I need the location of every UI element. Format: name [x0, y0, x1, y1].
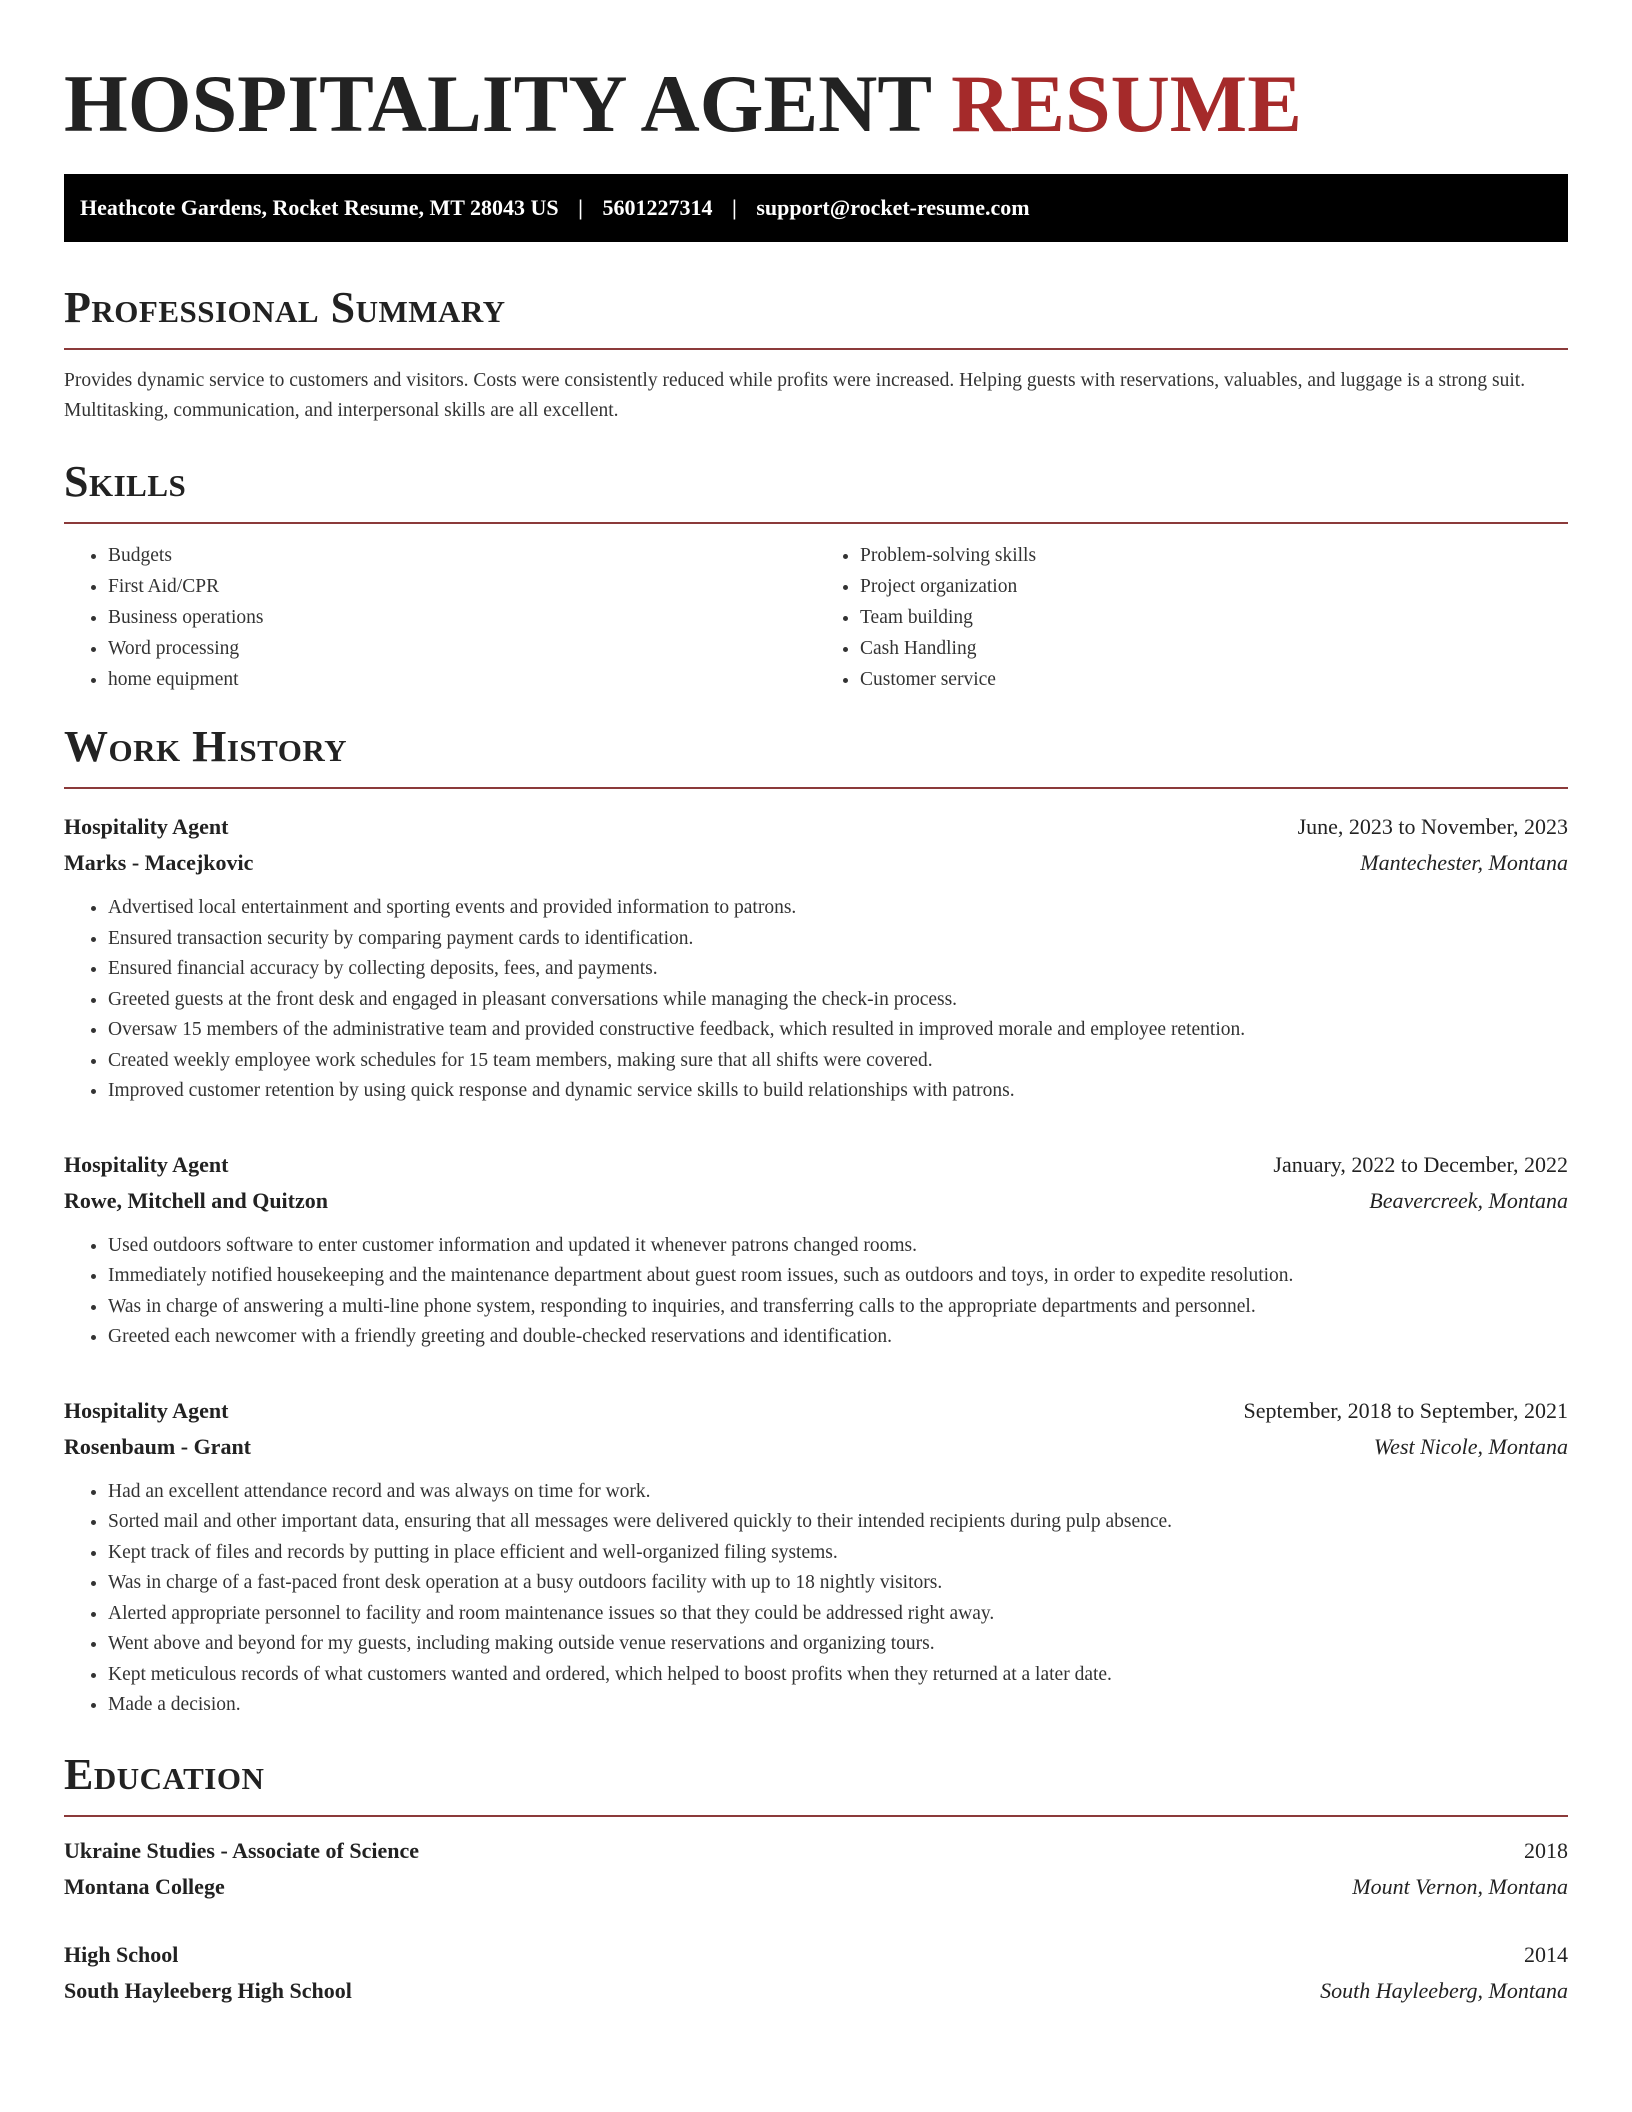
- contact-bar: [64, 174, 1568, 242]
- education-school-row: [64, 1869, 1568, 1905]
- job-bullet: • Used outdoors software to enter customer information and updated it whenever patrons changed rooms.: [108, 1231, 1568, 1262]
- job-bullet: • Greeted each newcomer with a friendly greeting and double-checked reservations and identification.: [108, 1322, 1568, 1353]
- education-location: Mount Vernon, Montana: [1352, 1873, 1568, 1899]
- job-bullet: • Made a decision.: [108, 1690, 1568, 1721]
- contact-address: Heathcote Gardens, Rocket Resume, MT 28043 US: [80, 195, 559, 220]
- job-dates: June, 2023 to November, 2023: [1297, 814, 1568, 839]
- job-header-row: [64, 809, 1568, 845]
- job-company-row: [64, 845, 1568, 881]
- title-accent: RESUME: [951, 58, 1302, 149]
- education-entry: [64, 1833, 1568, 1905]
- job-bullet: • Alerted appropriate personnel to facility and room maintenance issues so that they could be addressed right away.: [108, 1599, 1568, 1630]
- job-location: West Nicole, Montana: [1373, 1433, 1568, 1459]
- job-header-row: [64, 1147, 1568, 1183]
- skill-item: • Team building: [860, 602, 1568, 633]
- skill-item: • First Aid/CPR: [108, 571, 816, 602]
- contact-separator: |: [578, 195, 584, 220]
- education-school-row: [64, 1973, 1568, 2009]
- job-bullets: [64, 893, 1568, 1107]
- job-bullet: • Ensured financial accuracy by collecting deposits, fees, and payments.: [108, 954, 1568, 985]
- section-divider: [64, 1815, 1568, 1817]
- job-title: Hospitality Agent: [64, 1151, 229, 1177]
- job-company-row: [64, 1183, 1568, 1219]
- job-header-row: [64, 1393, 1568, 1429]
- education-header-row: [64, 1833, 1568, 1869]
- education-year: 2014: [1524, 1941, 1568, 1967]
- education-heading: Education: [64, 1749, 265, 1799]
- skill-item: • Word processing: [108, 633, 816, 664]
- job-bullet: • Sorted mail and other important data, ensuring that all messages were delivered quickly to their intended recipients during pulp absence.: [108, 1507, 1568, 1538]
- job-bullet: • Had an excellent attendance record and was always on time for work.: [108, 1477, 1568, 1508]
- section-divider: [64, 787, 1568, 789]
- education-entry: [64, 1937, 1568, 2009]
- job-company-row: [64, 1429, 1568, 1465]
- section-divider: [64, 348, 1568, 350]
- contact-email: support@rocket-resume.com: [756, 195, 1030, 220]
- skills-column-right: [816, 540, 1568, 695]
- section-divider: [64, 522, 1568, 524]
- job-company: Rosenbaum - Grant: [64, 1433, 252, 1459]
- job-bullet: • Oversaw 15 members of the administrative team and provided constructive feedback, which resulted in improved morale and employee retention.: [108, 1015, 1568, 1046]
- contact-phone: 5601227314: [602, 195, 713, 220]
- skill-item: • Customer service: [860, 664, 1568, 695]
- education-degree: Ukraine Studies - Associate of Science: [64, 1837, 420, 1863]
- job-company: Rowe, Mitchell and Quitzon: [64, 1187, 328, 1213]
- skills-column-left: [64, 540, 816, 695]
- job-bullet: • Was in charge of a fast-paced front desk operation at a busy outdoors facility with up to 18 nightly visitors.: [108, 1568, 1568, 1599]
- job-location: Beavercreek, Montana: [1369, 1187, 1568, 1213]
- education-section: [64, 1749, 1568, 2009]
- skill-item: • Cash Handling: [860, 633, 1568, 664]
- summary-heading: Professional Summary: [64, 283, 506, 332]
- job-bullets: [64, 1231, 1568, 1353]
- education-degree: High School: [64, 1941, 179, 1967]
- job-dates: January, 2022 to December, 2022: [1273, 1151, 1568, 1177]
- job-bullet: • Immediately notified housekeeping and the maintenance department about guest room issues, such as outdoors and toys, in order to expedite resolution.: [108, 1261, 1568, 1292]
- job-bullet: • Was in charge of answering a multi-line phone system, responding to inquiries, and transferring calls to the appropriate departments and personnel.: [108, 1292, 1568, 1323]
- job-bullet: • Went above and beyond for my guests, including making outside venue reservations and organizing tours.: [108, 1629, 1568, 1660]
- job-location: Mantechester, Montana: [1360, 850, 1568, 875]
- job-title: Hospitality Agent: [64, 814, 229, 839]
- education-header-row: [64, 1937, 1568, 1973]
- skill-item: • Problem-solving skills: [860, 540, 1568, 571]
- job-bullet: • Advertised local entertainment and sporting events and provided information to patrons.: [108, 893, 1568, 924]
- education-school: Montana College: [64, 1873, 225, 1899]
- job-dates: September, 2018 to September, 2021: [1243, 1397, 1568, 1423]
- skill-item: • Business operations: [108, 602, 816, 633]
- skills-section: [64, 456, 1568, 695]
- job-bullet: • Kept track of files and records by putting in place efficient and well-organized filing systems.: [108, 1538, 1568, 1569]
- title-main: HOSPITALITY AGENT: [64, 58, 931, 149]
- education-year: 2018: [1524, 1837, 1568, 1863]
- job-bullets: [64, 1477, 1568, 1721]
- job-bullet: • Greeted guests at the front desk and engaged in pleasant conversations while managing the check-in process.: [108, 985, 1568, 1016]
- work-history-heading: Work History: [64, 722, 348, 771]
- summary-section: [64, 282, 1568, 426]
- job-title: Hospitality Agent: [64, 1397, 229, 1423]
- education-location: South Hayleeberg, Montana: [1320, 1977, 1568, 2003]
- job-bullet: • Improved customer retention by using quick response and dynamic service skills to build relationships with patrons.: [108, 1076, 1568, 1107]
- job-entry: [64, 1147, 1568, 1353]
- job-bullet: • Kept meticulous records of what customers wanted and ordered, which helped to boost profits when they returned at a later date.: [108, 1660, 1568, 1691]
- skill-item: • Project organization: [860, 571, 1568, 602]
- contact-separator: |: [732, 195, 737, 220]
- skills-heading: Skills: [64, 457, 187, 506]
- summary-text: Provides dynamic service to customers and visitors. Costs were consistently reduced while profits were increased. Helping guests with reservations, valuables, and luggage is a strong suit. Multitasking, communication, and interpersonal skills are all excellent.: [64, 370, 1526, 421]
- skills-grid: [64, 540, 1568, 695]
- resume-page: [64, 0, 1568, 2009]
- job-bullet: • Ensured transaction security by comparing payment cards to identification.: [108, 924, 1568, 955]
- job-company: Marks - Macejkovic: [64, 850, 254, 875]
- job-entry: [64, 1393, 1568, 1721]
- job-bullet: • Created weekly employee work schedules for 15 team members, making sure that all shifts were covered.: [108, 1046, 1568, 1077]
- resume-title: [64, 58, 1568, 150]
- skill-item: • Budgets: [108, 540, 816, 571]
- job-entry: [64, 809, 1568, 1107]
- skill-item: • home equipment: [108, 664, 816, 695]
- education-school: South Hayleeberg High School: [64, 1977, 352, 2003]
- work-history-section: [64, 721, 1568, 1721]
